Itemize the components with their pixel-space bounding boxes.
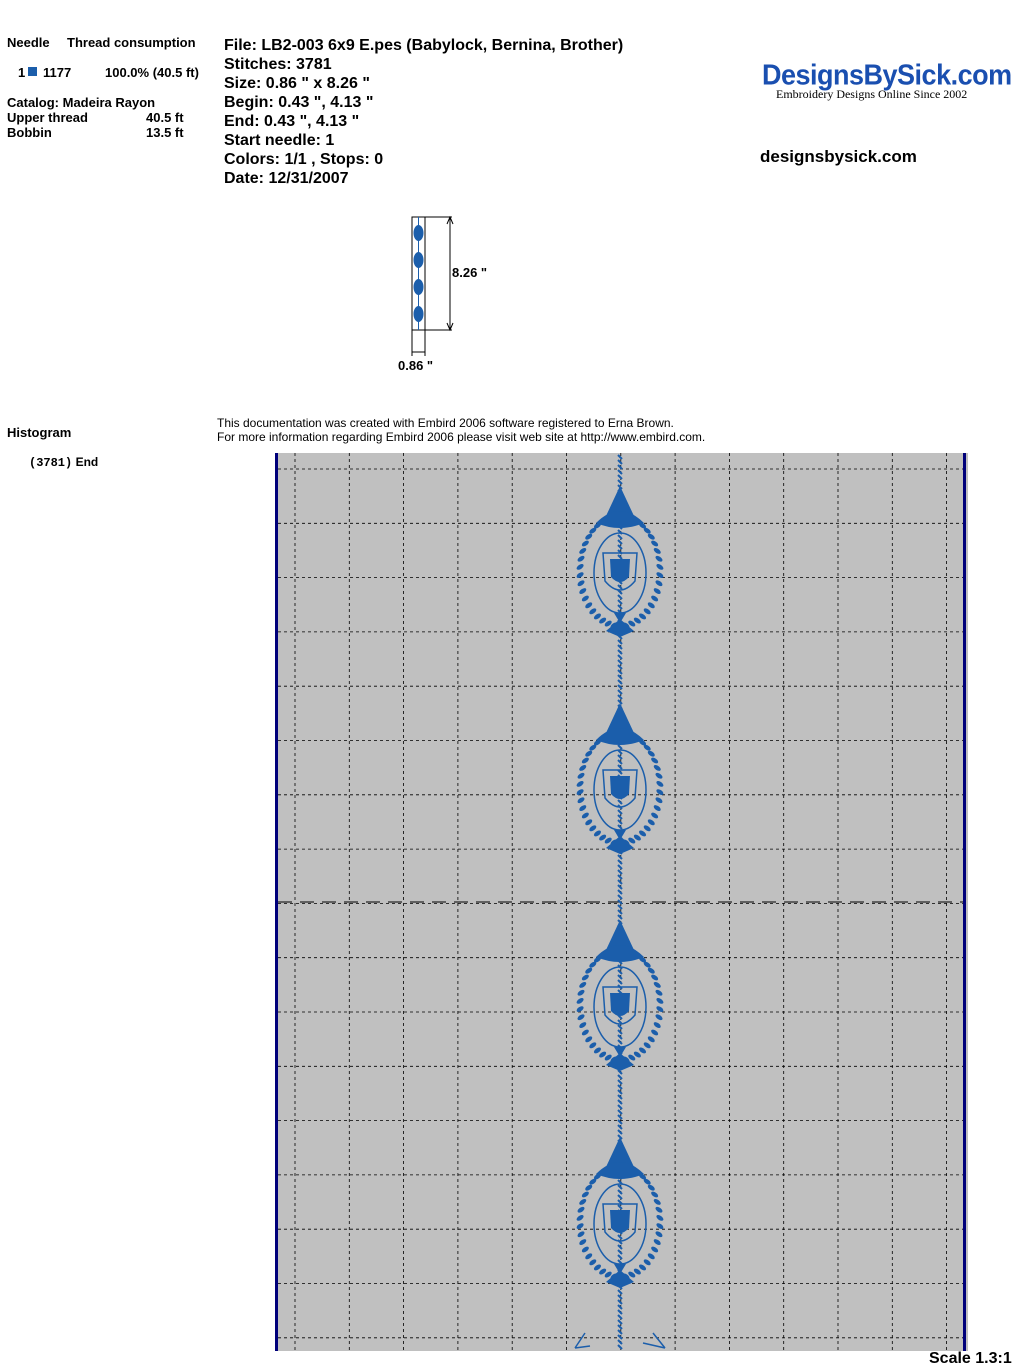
needle-column-header: Needle xyxy=(7,35,50,50)
begin-point: Begin: 0.43 ", 4.13 " xyxy=(224,94,374,111)
credit-line-2: For more information regarding Embird 2006 please visit web site at http://www.embird.com. xyxy=(217,430,706,444)
stitch-count: Stitches: 3781 xyxy=(224,56,332,73)
credit-line-1: This documentation was created with Embird 2006 software registered to Erna Brown. xyxy=(217,416,674,430)
histogram-entry xyxy=(29,455,98,470)
file-name: File: LB2-003 6x9 E.pes (Babylock, Bernina, Brother) xyxy=(224,37,624,54)
thread-code: 1177 xyxy=(43,65,72,80)
scale-label: Scale 1.3:1 xyxy=(929,1350,1012,1367)
thread-catalog: Catalog: Madeira Rayon xyxy=(7,95,156,110)
software-credit xyxy=(217,416,705,444)
height-dimension-label: 8.26 " xyxy=(452,265,488,280)
histogram-title: Histogram xyxy=(7,425,72,440)
hoop-frame-right xyxy=(963,453,966,1351)
bobbin-label: Bobbin xyxy=(7,125,52,140)
colors-stops: Colors: 1/1 , Stops: 0 xyxy=(224,151,384,168)
thread-consumption-header: Thread consumption xyxy=(67,35,196,50)
histogram-count: (3781) xyxy=(29,456,73,470)
designsbysick-logo: DesignsBySick.com xyxy=(762,59,1012,91)
logo-tagline: Embroidery Designs Online Since 2002 xyxy=(776,87,968,101)
design-thumbnail xyxy=(390,205,510,380)
start-needle: Start needle: 1 xyxy=(224,132,335,149)
thread-consumption-value: 100.0% (40.5 ft) xyxy=(105,65,199,80)
website-link[interactable]: designsbysick.com xyxy=(760,147,917,166)
thread-color-swatch xyxy=(28,67,37,76)
embroidery-preview xyxy=(275,453,968,1351)
end-point: End: 0.43 ", 4.13 " xyxy=(224,113,360,130)
design-size: Size: 0.86 " x 8.26 " xyxy=(224,75,370,92)
upper-thread-label: Upper thread xyxy=(7,110,88,125)
design-info xyxy=(224,36,623,188)
width-dimension-label: 0.86 " xyxy=(398,358,434,373)
bobbin-value: 13.5 ft xyxy=(146,125,184,140)
needle-number: 1 xyxy=(18,65,26,80)
hoop-frame-left xyxy=(275,453,278,1351)
upper-thread-value: 40.5 ft xyxy=(146,110,184,125)
design-date: Date: 12/31/2007 xyxy=(224,170,349,187)
histogram-entry-label: End xyxy=(75,455,99,469)
